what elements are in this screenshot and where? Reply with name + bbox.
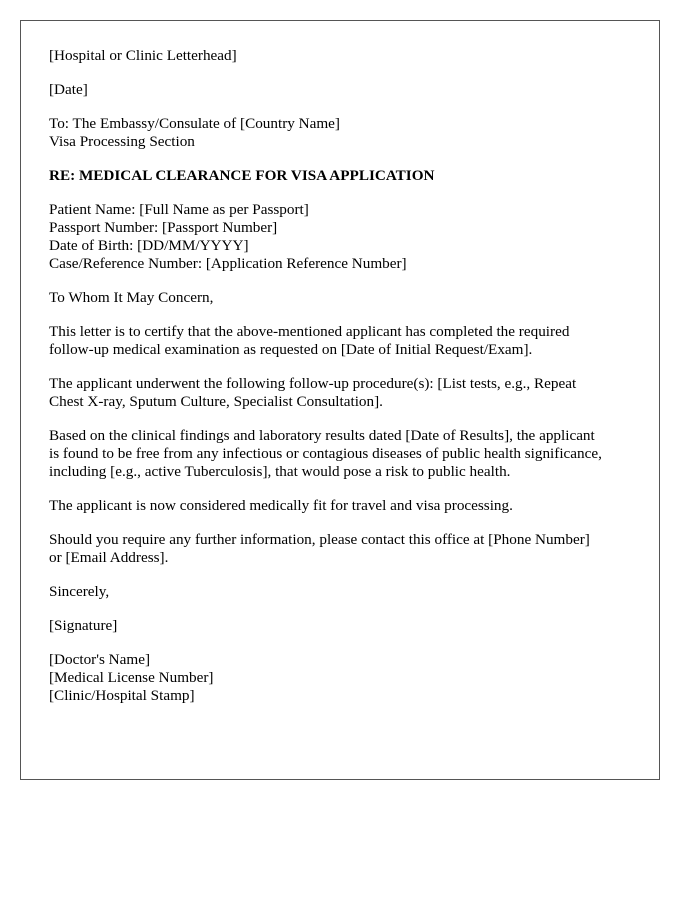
recipient-line-2: Visa Processing Section (49, 133, 195, 150)
medical-license-number: [Medical License Number] (49, 669, 214, 686)
recipient-block (49, 115, 631, 151)
date-text: [Date] (49, 81, 88, 98)
body-paragraph-1 (49, 323, 631, 359)
body-paragraph-3-line-2: is found to be free from any infectious or contagious diseases of public health significance, (49, 445, 602, 462)
body-paragraph-3-line-1: Based on the clinical findings and laboratory results dated [Date of Results], the applicant (49, 427, 595, 444)
body-paragraph-2-line-1: The applicant underwent the following follow-up procedure(s): [List tests, e.g., Repeat (49, 375, 577, 392)
body-paragraph-3 (49, 427, 631, 481)
salutation-text: To Whom It May Concern, (49, 289, 214, 306)
body-paragraph-5-line-2: or [Email Address]. (49, 549, 169, 566)
body-paragraph-5 (49, 531, 631, 567)
passport-number: Passport Number: [Passport Number] (49, 219, 278, 236)
letterhead-text: [Hospital or Clinic Letterhead] (49, 47, 237, 64)
signoff-block (49, 651, 631, 705)
body-paragraph-3-line-3: including [e.g., active Tuberculosis], that would pose a risk to public health. (49, 463, 511, 480)
body-paragraph-2 (49, 375, 631, 411)
body-paragraph-4-text: The applicant is now considered medically fit for travel and visa processing. (49, 497, 513, 514)
body-paragraph-1-line-1: This letter is to certify that the above-mentioned applicant has completed the required (49, 323, 570, 340)
body-paragraph-4 (49, 497, 631, 515)
letter-date (49, 81, 631, 99)
subject-text: RE: MEDICAL CLEARANCE FOR VISA APPLICATION (49, 167, 435, 184)
body-paragraph-5-line-1: Should you require any further information, please contact this office at [Phone Number] (49, 531, 590, 548)
signature (49, 617, 631, 635)
closing (49, 583, 631, 601)
letter-page (20, 20, 660, 780)
date-of-birth: Date of Birth: [DD/MM/YYYY] (49, 237, 249, 254)
recipient-line-1: To: The Embassy/Consulate of [Country Name] (49, 115, 340, 132)
patient-name: Patient Name: [Full Name as per Passport] (49, 201, 309, 218)
clinic-stamp: [Clinic/Hospital Stamp] (49, 687, 195, 704)
salutation (49, 289, 631, 307)
patient-details (49, 201, 631, 273)
doctor-name: [Doctor's Name] (49, 651, 150, 668)
signature-text: [Signature] (49, 617, 118, 634)
body-paragraph-2-line-2: Chest X-ray, Sputum Culture, Specialist Consultation]. (49, 393, 383, 410)
closing-text: Sincerely, (49, 583, 110, 600)
case-reference-number: Case/Reference Number: [Application Reference Number] (49, 255, 407, 272)
body-paragraph-1-line-2: follow-up medical examination as requested on [Date of Initial Request/Exam]. (49, 341, 533, 358)
subject-line (49, 167, 631, 185)
letterhead (49, 47, 631, 65)
